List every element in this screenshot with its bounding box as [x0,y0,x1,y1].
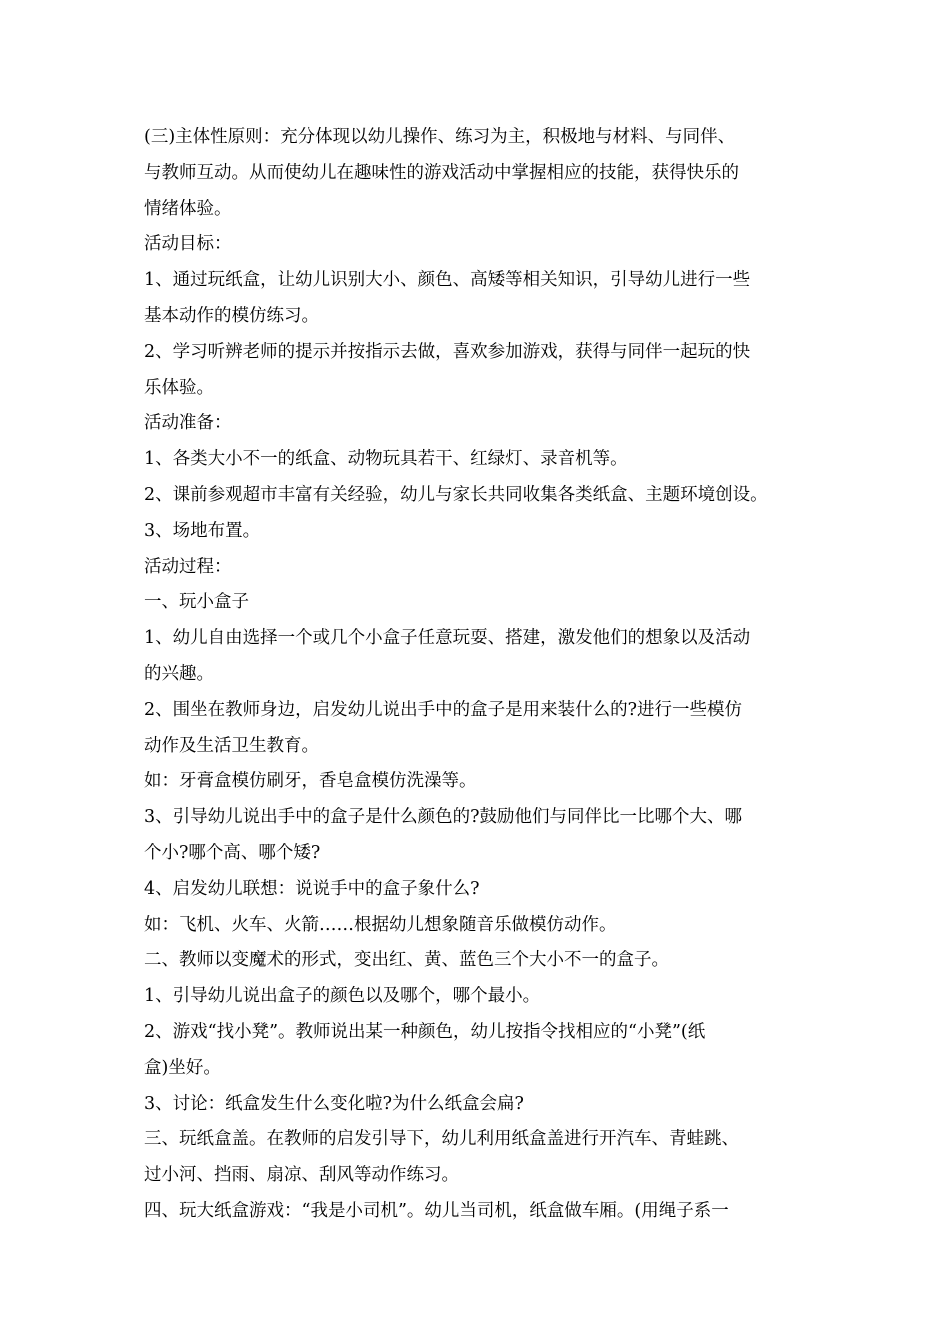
text-line: 如：牙膏盒模仿刷牙，香皂盒模仿洗澡等。 [144,771,477,792]
text-line: 1、通过玩纸盒，让幼儿识别大小、颜色、高矮等相关知识，引导幼儿进行一些 [144,270,751,291]
text-line: 基本动作的模仿练习。 [144,305,319,326]
text-line: (三)主体性原则：充分体现以幼儿操作、练习为主，积极地与材料、与同伴、 [144,127,736,147]
text-line: 情绪体验。 [144,198,232,219]
text-line: 3、场地布置。 [144,520,261,541]
document-body [144,120,824,1230]
subsection-heading: 三、玩纸盒盖。在教师的启发引导下，幼儿利用纸盒盖进行开汽车、青蛙跳、 [144,1129,739,1150]
text-line: 1、各类大小不一的纸盒、动物玩具若干、红绿灯、录音机等。 [144,449,628,470]
text-line: 2、学习听辨老师的提示并按指示去做，喜欢参加游戏，获得与同伴一起玩的快 [144,341,751,362]
subsection-heading: 一、玩小盒子 [144,592,249,613]
text-line: 动作及生活卫生教育。 [144,735,319,756]
subsection-heading: 四、玩大纸盒游戏：“我是小司机”。幼儿当司机，纸盒做车厢。(用绳子系一 [144,1200,729,1221]
text-line: 与教师互动。从而使幼儿在趣味性的游戏活动中掌握相应的技能，获得快乐的 [144,162,739,183]
text-line: 盒)坐好。 [144,1057,221,1078]
text-line: 过小河、挡雨、扇凉、刮风等动作练习。 [144,1165,459,1186]
section-heading-goals: 活动目标： [144,234,232,255]
text-line: 4、启发幼儿联想：说说手中的盒子象什么? [144,878,480,899]
section-heading-preparation: 活动准备： [144,413,232,434]
text-line: 1、引导幼儿说出盒子的颜色以及哪个，哪个最小。 [144,986,541,1007]
section-heading-process: 活动过程： [144,556,232,577]
subsection-heading: 二、教师以变魔术的形式，变出红、黄、蓝色三个大小不一的盒子。 [144,950,669,971]
text-line: 乐体验。 [144,377,214,398]
text-line: 2、游戏“找小凳”。教师说出某一种颜色，幼儿按指令找相应的“小凳”(纸 [144,1021,706,1042]
text-line: 如：飞机、火车、火箭……根据幼儿想象随音乐做模仿动作。 [144,914,617,935]
text-line: 个小?哪个高、哪个矮? [144,842,321,863]
text-line: 3、讨论：纸盒发生什么变化啦?为什么纸盒会扁? [144,1093,524,1114]
text-line: 1、幼儿自由选择一个或几个小盒子任意玩耍、搭建，激发他们的想象以及活动 [144,628,751,649]
text-line: 的兴趣。 [144,663,214,684]
text-line: 2、围坐在教师身边，启发幼儿说出手中的盒子是用来装什么的?进行一些模仿 [144,699,743,720]
text-line: 3、引导幼儿说出手中的盒子是什么颜色的?鼓励他们与同伴比一比哪个大、哪 [144,807,743,828]
text-line: 2、课前参观超市丰富有关经验，幼儿与家长共同收集各类纸盒、主题环境创设。 [144,484,768,505]
